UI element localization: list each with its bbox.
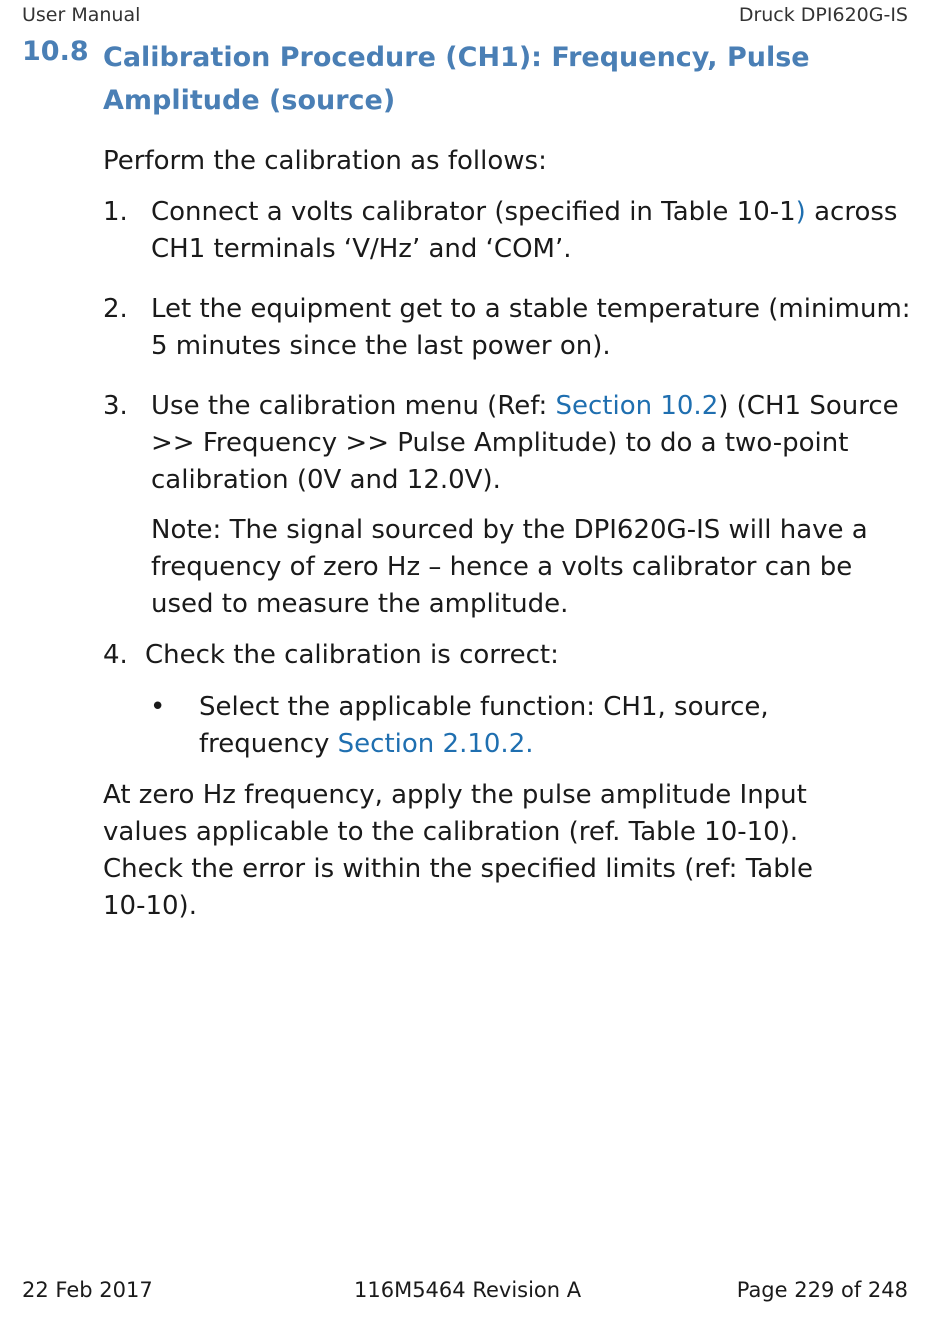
intro-text: Perform the calibration as follows:: [103, 146, 547, 176]
step-2-number: 2.: [103, 294, 128, 324]
step-3-text-pre: Use the calibration menu (Ref:: [151, 391, 556, 421]
bullet-text: [199, 689, 899, 763]
step-3-text: [151, 388, 911, 499]
footer-date: 22 Feb 2017: [22, 1278, 153, 1302]
bullet-text-pre: Select the applicable function: CH1, source, frequency: [199, 692, 769, 759]
step-4-number: 4.: [103, 640, 128, 670]
section-title: Calibration Procedure (CH1): Frequency, Pulse Amplitude (source): [103, 42, 810, 116]
footer-doc-number: 116M5464 Revision A: [354, 1278, 582, 1302]
step-3-number: 3.: [103, 391, 128, 421]
step-4-text: Check the calibration is correct:: [145, 640, 559, 670]
closing-paragraph: At zero Hz frequency, apply the pulse amplitude Input values applicable to the calibration (ref. Table 10-10). Check the error is within the specified limits (ref: Table 10-10).: [103, 780, 813, 921]
header-manual-label: User Manual: [22, 4, 141, 26]
step-1-text-post: across CH1 terminals ‘V/Hz’ and ‘COM’.: [151, 197, 898, 264]
bullet-marker: •: [150, 692, 166, 722]
section-2-10-2-link[interactable]: Section 2.10.2.: [337, 729, 534, 759]
step-1-number: 1.: [103, 197, 128, 227]
footer-page-number: Page 229 of 248: [736, 1278, 908, 1302]
header-product-label: Druck DPI620G-IS: [738, 4, 908, 26]
table-10-1-link[interactable]: ): [795, 197, 806, 227]
step-2-text: Let the equipment get to a stable temperature (minimum: 5 minutes since the last power on).: [151, 294, 911, 361]
step-3-note: Note: The signal sourced by the DPI620G-IS will have a frequency of zero Hz – hence a volts calibrator can be used to measure the amplitude.: [151, 515, 868, 619]
step-3-text-post: ) (CH1 Source >> Frequency >> Pulse Amplitude) to do a two-point calibration (0V and 12.0V).: [151, 391, 899, 495]
step-1-text: [151, 194, 911, 268]
section-number: 10.8: [22, 36, 89, 67]
step-1-text-pre: Connect a volts calibrator (specified in Table 10-1: [151, 197, 796, 227]
section-10-2-link[interactable]: Section 10.2: [555, 391, 719, 421]
